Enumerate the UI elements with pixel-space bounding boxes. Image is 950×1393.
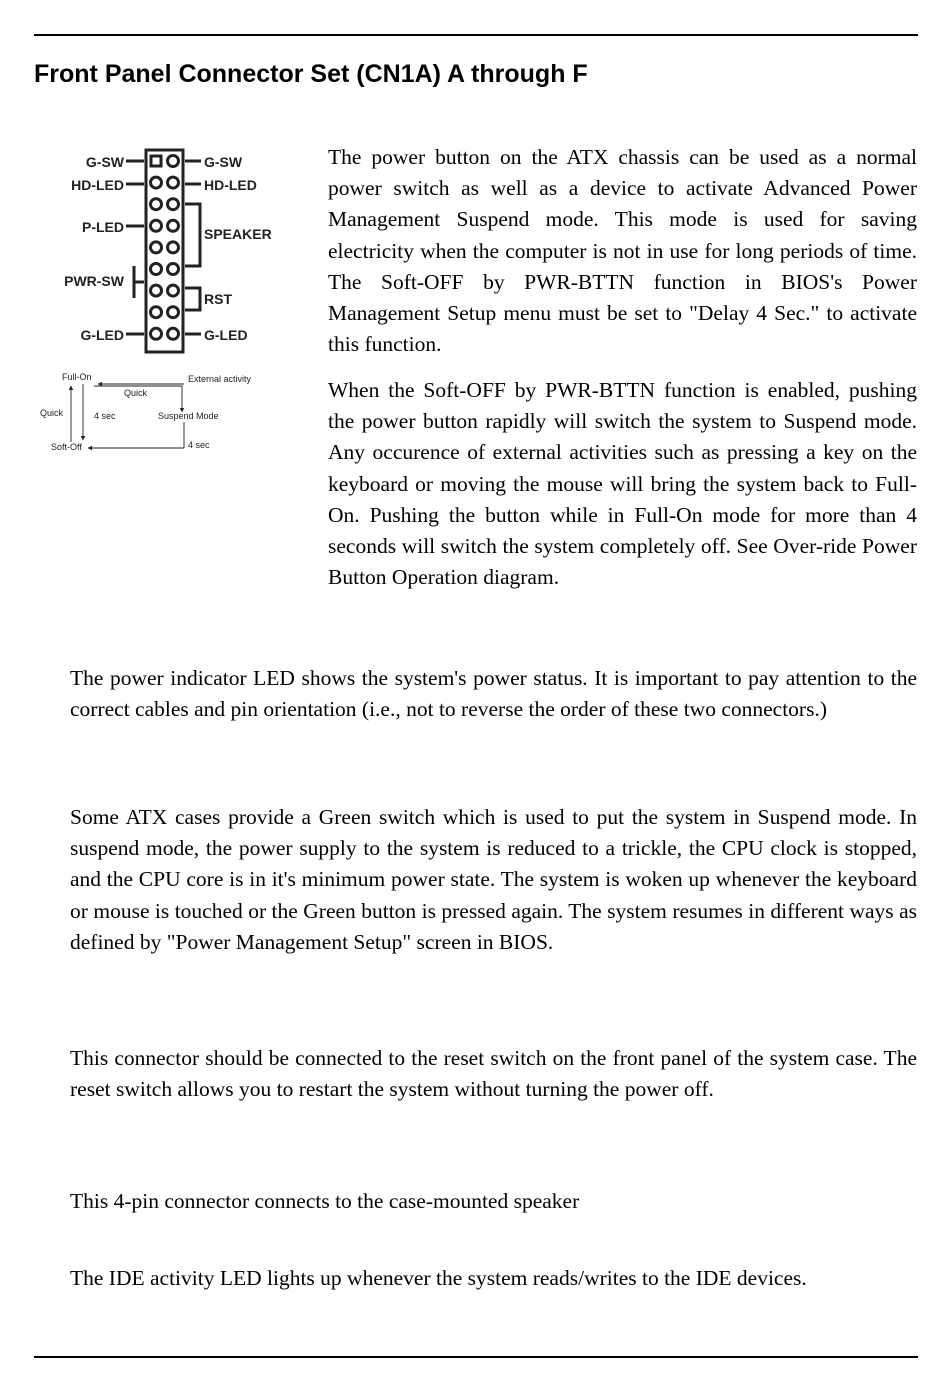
pin bbox=[168, 242, 179, 253]
paragraph-reset: This connector should be connected to the reset switch on the front panel of the system case. The reset switch allows you to restart the system without turning the power off. bbox=[70, 1046, 917, 1102]
label-g-led-left: G-LED bbox=[80, 327, 124, 343]
label-4sec-bottom: 4 sec bbox=[188, 440, 210, 450]
pin bbox=[168, 177, 179, 188]
label-g-sw-left: G-SW bbox=[85, 154, 124, 170]
pin bbox=[168, 307, 179, 318]
left-pin-labels bbox=[64, 154, 125, 343]
pin-1-square bbox=[151, 156, 161, 166]
label-pwr-sw-left: PWR-SW bbox=[64, 273, 124, 289]
label-soft-off: Soft-Off bbox=[51, 442, 82, 452]
label-hd-led-right: HD-LED bbox=[204, 177, 257, 193]
pin bbox=[168, 285, 179, 296]
pin bbox=[168, 264, 179, 275]
label-g-sw-right: G-SW bbox=[204, 154, 243, 170]
label-4sec-left: 4 sec bbox=[94, 411, 116, 421]
pin bbox=[168, 328, 179, 339]
label-p-led-left: P-LED bbox=[82, 219, 124, 235]
pin bbox=[168, 220, 179, 231]
left-leaders bbox=[126, 161, 144, 334]
label-speaker-right: SPEAKER bbox=[204, 226, 272, 242]
bottom-rule bbox=[34, 1356, 918, 1358]
label-rst-right: RST bbox=[204, 291, 232, 307]
paragraph-power-led: The power indicator LED shows the system's power status. It is important to pay attention to the correct cables and pin orientation (i.e., not to reverse the order of these two connectors.) bbox=[70, 666, 917, 722]
label-suspend-mode: Suspend Mode bbox=[158, 411, 219, 421]
pin bbox=[168, 199, 179, 210]
pin bbox=[151, 264, 162, 275]
paragraph-ide-led: The IDE activity LED lights up whenever the system reads/writes to the IDE devices. bbox=[70, 1266, 807, 1290]
right-pin-labels bbox=[204, 154, 272, 343]
pin bbox=[151, 199, 162, 210]
label-full-on: Full-On bbox=[62, 372, 92, 382]
label-g-led-right: G-LED bbox=[204, 327, 248, 343]
pin bbox=[151, 307, 162, 318]
top-rule bbox=[34, 34, 918, 36]
page-title: Front Panel Connector Set (CN1A) A through F bbox=[34, 60, 588, 88]
pin bbox=[151, 177, 162, 188]
label-quick-top: Quick bbox=[124, 388, 148, 398]
power-button-flow-diagram bbox=[34, 362, 274, 462]
pin bbox=[151, 242, 162, 253]
pin bbox=[151, 220, 162, 231]
pin bbox=[168, 156, 179, 167]
paragraph-power-button-1: The power button on the ATX chassis can be used as a normal power switch as well as a device to activate Advanced Power Management Suspend mode. This mode is used for saving electricity when the computer is not in use for long periods of time. The Soft-OFF by PWR-BTTN function in BIOS's Power Management Setup menu must be set to "Delay 4 Sec." to activate this function. bbox=[328, 145, 917, 357]
pin bbox=[151, 285, 162, 296]
paragraph-power-button-2: When the Soft-OFF by PWR-BTTN function is enabled, pushing the power button rapidly will switch the system to Suspend mode. Any occurence of external activities such as pressing a key on the keyboard or moving the mouse will bring the system back to Full-On. Pushing the button while in Full-On mode for more than 4 seconds will switch the system completely off. See Over-ride Power Button Operation diagram. bbox=[328, 378, 917, 590]
connector-diagram bbox=[34, 138, 284, 358]
label-external-activity: External activity bbox=[188, 374, 252, 384]
label-quick-left: Quick bbox=[40, 408, 64, 418]
paragraph-speaker: This 4-pin connector connects to the case-mounted speaker bbox=[70, 1189, 580, 1213]
connector-pins bbox=[151, 156, 179, 340]
paragraph-green-switch: Some ATX cases provide a Green switch which is used to put the system in Suspend mode. In suspend mode, the power supply to the system is reduced to a trickle, the CPU clock is stopped, and the CPU core is in it's minimum power state. The system is woken up whenever the keyboard or mouse is touched or the Green button is pressed again. The system resumes in different ways as defined by "Power Management Setup" screen in BIOS. bbox=[70, 805, 917, 954]
label-hd-led-left: HD-LED bbox=[71, 177, 124, 193]
right-leaders bbox=[185, 161, 201, 334]
pin bbox=[151, 328, 162, 339]
